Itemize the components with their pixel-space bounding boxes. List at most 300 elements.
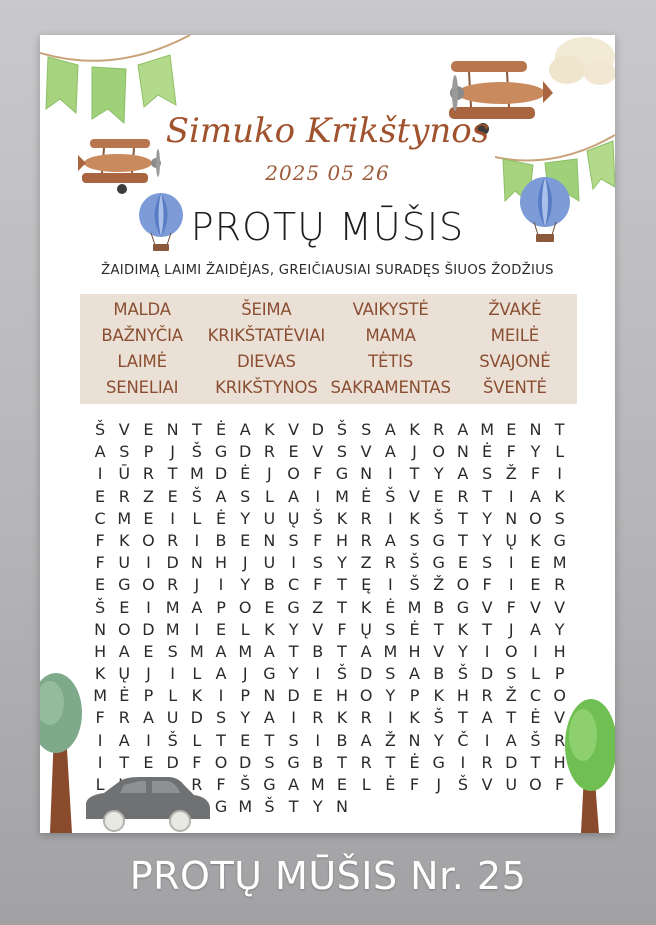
- letter-cell: O: [142, 530, 155, 550]
- letter-cell: T: [216, 730, 226, 750]
- letter-cell: N: [166, 420, 179, 439]
- letter-cell: F: [192, 752, 202, 772]
- letter-cell: I: [508, 553, 514, 573]
- word-list-item: KRIKŠTYNOS: [215, 378, 318, 397]
- word-list-item: LAIMĖ: [117, 352, 167, 371]
- letter-cell: Š: [336, 420, 348, 439]
- letter-cell: L: [192, 730, 202, 750]
- letter-cell: Š: [95, 420, 106, 439]
- letter-cell: K: [409, 508, 420, 528]
- letter-cell: A: [360, 730, 372, 750]
- letter-cell: F: [313, 575, 323, 595]
- letter-cell: S: [506, 664, 517, 684]
- letter-cell: T: [458, 708, 468, 728]
- letter-cell: F: [482, 575, 492, 595]
- letter-cell: D: [239, 752, 252, 772]
- letter-cell: Š: [457, 664, 468, 684]
- letter-cell: G: [214, 442, 228, 462]
- letter-cell: I: [291, 708, 296, 728]
- word-list-item: MALDA: [113, 300, 171, 319]
- letter-cell: D: [359, 664, 373, 684]
- letter-cell: B: [336, 730, 348, 750]
- letter-cell: A: [288, 486, 300, 506]
- word-list-item: VAIKYSTĖ: [352, 300, 429, 319]
- letter-cell: A: [384, 530, 396, 550]
- letter-cell: E: [506, 420, 517, 439]
- letter-cell: R: [118, 708, 130, 728]
- letter-cell: A: [409, 664, 420, 684]
- puzzle-number-caption: PROTŲ MŪŠIS Nr. 25: [129, 854, 527, 898]
- letter-cell: R: [360, 708, 372, 728]
- letter-cell: T: [288, 641, 299, 661]
- letter-cell: Ė: [409, 752, 420, 772]
- letter-cell: O: [504, 641, 518, 661]
- letter-cell: A: [215, 641, 227, 661]
- letter-cell: M: [480, 420, 494, 439]
- letter-cell: R: [360, 508, 372, 528]
- letter-cell: G: [263, 775, 276, 794]
- letter-cell: I: [146, 597, 151, 617]
- letter-cell: R: [167, 530, 179, 550]
- letter-cell: L: [240, 619, 250, 639]
- letter-cell: Ė: [119, 686, 130, 706]
- letter-cell: Š: [385, 486, 396, 506]
- letter-cell: J: [194, 575, 200, 595]
- letter-cell: N: [263, 530, 276, 550]
- letter-cell: Č: [457, 730, 469, 750]
- letter-cell: T: [554, 420, 565, 439]
- letter-cell: Y: [312, 797, 323, 817]
- letter-cell: Ė: [482, 442, 493, 462]
- letter-cell: E: [530, 553, 541, 573]
- letter-cell: Š: [240, 775, 251, 794]
- letter-cell: V: [554, 708, 566, 728]
- letter-cell: O: [529, 508, 542, 528]
- letter-cell: T: [119, 752, 130, 772]
- letter-cell: I: [460, 752, 466, 772]
- letter-cell: A: [457, 420, 469, 439]
- letter-cell: I: [146, 730, 151, 750]
- letter-cell: N: [456, 442, 469, 462]
- letter-cell: M: [165, 597, 180, 617]
- letter-cell: T: [458, 508, 468, 528]
- word-list-item: DIEVAS: [236, 352, 296, 371]
- letter-cell: N: [408, 730, 421, 750]
- letter-cell: C: [288, 575, 300, 595]
- car-illustration: [80, 775, 214, 833]
- word-list-item: SAKRAMENTAS: [330, 378, 451, 397]
- word-list-box: [80, 294, 577, 404]
- letter-cell: E: [336, 775, 348, 794]
- letter-cell: D: [239, 442, 252, 462]
- letter-cell: N: [94, 619, 107, 639]
- letter-cell: J: [436, 775, 442, 794]
- letter-cell: D: [480, 664, 494, 684]
- letter-cell: Ų: [118, 664, 131, 684]
- letter-cell: O: [214, 752, 228, 772]
- letter-cell: U: [166, 708, 179, 728]
- letter-cell: A: [360, 641, 372, 661]
- letter-cell: P: [216, 597, 226, 617]
- letter-cell: Y: [288, 619, 299, 639]
- letter-cell: Y: [482, 530, 492, 550]
- letter-cell: I: [484, 641, 490, 661]
- letter-cell: A: [142, 708, 154, 728]
- letter-cell: R: [433, 420, 445, 439]
- puzzle-instructions: ŽAIDIMĄ LAIMI ŽAIDĖJAS, GREIČIAUSIAI SURADĘS ŠIUOS ŽODŽIUS: [101, 263, 554, 278]
- letter-cell: L: [192, 508, 202, 528]
- letter-cell: R: [360, 752, 372, 772]
- letter-cell: G: [214, 797, 228, 817]
- letter-cell: E: [167, 486, 178, 506]
- letter-cell: K: [336, 508, 348, 528]
- letter-cell: D: [287, 686, 300, 706]
- letter-cell: O: [142, 575, 155, 595]
- letter-cell: Š: [433, 708, 444, 728]
- letter-cell: N: [190, 553, 203, 573]
- letter-cell: I: [194, 619, 200, 639]
- letter-cell: S: [336, 442, 348, 462]
- letter-cell: I: [97, 464, 103, 484]
- letter-cell: A: [239, 420, 251, 439]
- letter-cell: R: [384, 553, 396, 573]
- letter-cell: L: [555, 442, 565, 462]
- letter-cell: Y: [240, 708, 251, 728]
- letter-cell: D: [142, 619, 155, 639]
- letter-grid: [88, 419, 572, 818]
- letter-cell: L: [531, 664, 540, 684]
- letter-cell: E: [143, 641, 154, 661]
- letter-cell: V: [360, 442, 372, 462]
- letter-cell: Ž: [505, 464, 517, 484]
- letter-cell: N: [505, 508, 518, 528]
- letter-cell: Ę: [361, 575, 372, 595]
- letter-cell: U: [263, 508, 276, 528]
- letter-cell: M: [335, 486, 349, 506]
- letter-cell: F: [313, 530, 323, 550]
- letter-cell: R: [481, 752, 493, 772]
- letter-cell: S: [167, 641, 178, 661]
- letter-cell: M: [383, 641, 398, 661]
- letter-cell: F: [506, 442, 516, 462]
- letter-cell: Ž: [433, 575, 445, 595]
- letter-cell: T: [482, 619, 492, 639]
- letter-cell: H: [408, 641, 421, 661]
- letter-cell: K: [264, 619, 275, 639]
- letter-cell: T: [433, 619, 444, 639]
- letter-cell: D: [311, 420, 324, 439]
- letter-cell: A: [191, 597, 203, 617]
- letter-cell: K: [264, 420, 275, 439]
- letter-cell: O: [359, 686, 373, 706]
- letter-cell: O: [432, 442, 446, 462]
- letter-cell: V: [529, 597, 541, 617]
- letter-cell: T: [288, 797, 299, 817]
- letter-cell: T: [167, 464, 178, 484]
- letter-cell: A: [457, 464, 469, 484]
- letter-cell: L: [192, 664, 202, 684]
- letter-cell: A: [529, 486, 541, 506]
- letter-cell: R: [457, 486, 469, 506]
- letter-cell: Š: [336, 664, 348, 684]
- word-list-item: TĖTIS: [368, 352, 414, 371]
- letter-cell: E: [433, 486, 444, 506]
- letter-cell: T: [337, 597, 347, 617]
- letter-cell: Y: [240, 508, 251, 528]
- letter-cell: G: [432, 530, 445, 550]
- letter-cell: O: [553, 686, 566, 706]
- letter-cell: Š: [167, 730, 178, 750]
- letter-cell: K: [409, 708, 420, 728]
- letter-cell: T: [506, 708, 517, 728]
- letter-cell: I: [291, 553, 296, 573]
- letter-cell: V: [288, 420, 300, 439]
- letter-cell: S: [385, 619, 396, 639]
- letter-cell: L: [168, 686, 178, 706]
- letter-cell: E: [95, 486, 106, 506]
- letter-cell: Ė: [409, 619, 420, 639]
- letter-cell: A: [94, 442, 106, 462]
- letter-cell: M: [238, 797, 253, 817]
- letter-cell: V: [433, 641, 445, 661]
- letter-cell: E: [143, 508, 154, 528]
- letter-cell: R: [554, 575, 566, 595]
- letter-cell: J: [170, 442, 176, 462]
- letter-cell: M: [117, 508, 132, 528]
- letter-cell: K: [191, 686, 203, 706]
- letter-cell: Y: [385, 686, 396, 706]
- letter-cell: G: [553, 530, 566, 550]
- letter-cell: O: [287, 464, 300, 484]
- letter-cell: B: [215, 530, 227, 550]
- letter-cell: I: [484, 730, 490, 750]
- letter-cell: F: [506, 597, 516, 617]
- letter-cell: I: [387, 508, 393, 528]
- letter-cell: F: [530, 464, 541, 484]
- letter-cell: E: [95, 575, 106, 595]
- letter-cell: V: [312, 619, 324, 639]
- letter-cell: F: [95, 553, 105, 573]
- letter-cell: M: [165, 619, 180, 639]
- letter-cell: Ė: [361, 486, 372, 506]
- letter-cell: K: [336, 708, 348, 728]
- letter-cell: H: [335, 530, 348, 550]
- letter-cell: Ž: [505, 686, 517, 706]
- letter-cell: B: [433, 597, 445, 617]
- letter-cell: Y: [433, 730, 444, 750]
- letter-cell: R: [118, 486, 130, 506]
- letter-cell: P: [143, 442, 154, 462]
- letter-cell: Z: [312, 597, 324, 617]
- letter-cell: Š: [409, 553, 420, 573]
- letter-cell: T: [409, 464, 420, 484]
- letter-cell: V: [118, 420, 130, 439]
- letter-cell: L: [264, 486, 274, 506]
- letter-cell: B: [312, 752, 324, 772]
- letter-cell: A: [481, 708, 493, 728]
- letter-cell: N: [360, 464, 373, 484]
- letter-cell: T: [530, 752, 541, 772]
- letter-cell: M: [552, 553, 567, 573]
- letter-cell: F: [337, 619, 347, 639]
- letter-cell: B: [433, 664, 445, 684]
- letter-cell: E: [312, 686, 323, 706]
- word-list-item: SVAJONĖ: [479, 352, 551, 371]
- letter-cell: I: [170, 664, 176, 684]
- letter-cell: H: [456, 686, 469, 706]
- letter-cell: R: [360, 530, 372, 550]
- letter-cell: K: [119, 530, 130, 550]
- letter-cell: I: [533, 641, 538, 661]
- letter-cell: B: [263, 575, 275, 595]
- letter-cell: F: [95, 530, 105, 550]
- letter-cell: Š: [530, 730, 541, 750]
- letter-cell: Š: [95, 597, 106, 617]
- letter-cell: R: [191, 775, 203, 794]
- letter-cell: Ė: [385, 597, 396, 617]
- letter-cell: E: [457, 553, 468, 573]
- letter-cell: G: [432, 553, 445, 573]
- letter-cell: G: [287, 597, 300, 617]
- letter-cell: J: [412, 442, 417, 462]
- letter-cell: E: [240, 730, 251, 750]
- letter-cell: I: [146, 553, 151, 573]
- letter-cell: V: [481, 775, 493, 794]
- letter-cell: M: [407, 597, 422, 617]
- letter-cell: D: [505, 752, 518, 772]
- letter-cell: T: [264, 730, 275, 750]
- letter-cell: S: [482, 553, 493, 573]
- letter-cell: S: [554, 508, 565, 528]
- letter-cell: K: [554, 486, 565, 506]
- letter-cell: O: [456, 575, 470, 595]
- event-title: Simuko Krikštynos: [165, 111, 490, 151]
- letter-cell: Ė: [215, 420, 227, 439]
- letter-cell: K: [457, 619, 469, 639]
- word-list-item: BAŽNYČIA: [101, 326, 183, 345]
- letter-cell: I: [387, 708, 393, 728]
- letter-cell: B: [312, 641, 324, 661]
- letter-cell: O: [117, 619, 131, 639]
- letter-cell: Y: [433, 464, 444, 484]
- letter-cell: G: [263, 664, 276, 684]
- letter-cell: V: [312, 442, 324, 462]
- word-list-item: KRIKŠTATĖVIAI: [207, 326, 326, 345]
- letter-cell: Y: [458, 641, 468, 661]
- letter-cell: M: [93, 686, 107, 706]
- letter-cell: A: [384, 420, 396, 439]
- letter-cell: O: [238, 597, 252, 617]
- letter-cell: I: [315, 730, 321, 750]
- word-list-item: ŠVENTĖ: [482, 378, 547, 397]
- letter-cell: G: [456, 597, 470, 617]
- letter-cell: H: [215, 553, 228, 573]
- letter-cell: T: [385, 752, 396, 772]
- letter-cell: S: [264, 752, 275, 772]
- letter-cell: Š: [457, 775, 468, 794]
- letter-cell: I: [194, 530, 200, 550]
- letter-cell: S: [119, 442, 130, 462]
- letter-cell: S: [312, 553, 323, 573]
- letter-cell: Ė: [385, 775, 396, 794]
- letter-cell: E: [530, 575, 541, 595]
- letter-cell: A: [118, 641, 130, 661]
- letter-cell: E: [119, 597, 130, 617]
- letter-cell: H: [335, 686, 348, 706]
- event-date: 2025 05 26: [265, 161, 390, 185]
- letter-cell: H: [94, 641, 107, 661]
- letter-cell: Ų: [505, 530, 518, 550]
- puzzle-heading: PROTŲ MŪŠIS: [190, 205, 465, 249]
- letter-cell: G: [432, 752, 445, 772]
- letter-cell: S: [215, 708, 227, 728]
- letter-cell: R: [312, 708, 324, 728]
- word-list-item: SENELIAI: [105, 378, 179, 397]
- letter-cell: Y: [288, 664, 299, 684]
- letter-cell: I: [387, 464, 393, 484]
- letter-cell: Y: [482, 508, 492, 528]
- letter-cell: I: [557, 464, 563, 484]
- letter-cell: E: [143, 420, 154, 439]
- letter-cell: M: [189, 641, 204, 661]
- letter-cell: J: [242, 664, 248, 684]
- letter-cell: I: [508, 575, 514, 595]
- letter-cell: I: [508, 486, 514, 506]
- letter-cell: Ė: [530, 708, 541, 728]
- letter-cell: T: [458, 530, 468, 550]
- letter-cell: R: [554, 730, 566, 750]
- letter-cell: I: [218, 686, 224, 706]
- letter-cell: G: [287, 752, 300, 772]
- puzzle-sheet: [40, 35, 615, 833]
- letter-cell: Y: [337, 553, 347, 573]
- letter-cell: C: [529, 686, 542, 706]
- word-list-item: MAMA: [365, 326, 416, 345]
- letter-cell: K: [530, 530, 541, 550]
- letter-cell: G: [118, 575, 131, 595]
- letter-cell: R: [263, 442, 275, 462]
- letter-cell: Ų: [287, 508, 300, 528]
- letter-cell: E: [288, 442, 299, 462]
- word-list-item: MEILĖ: [490, 326, 539, 345]
- letter-cell: I: [218, 575, 224, 595]
- letter-cell: H: [553, 752, 566, 772]
- letter-cell: C: [94, 508, 106, 528]
- letter-cell: N: [263, 686, 276, 706]
- letter-cell: Ž: [384, 730, 396, 750]
- letter-cell: I: [315, 486, 321, 506]
- letter-cell: E: [215, 619, 227, 639]
- letter-cell: S: [409, 530, 420, 550]
- letter-cell: A: [118, 730, 130, 750]
- letter-cell: N: [529, 420, 542, 439]
- letter-cell: Š: [191, 486, 202, 506]
- letter-cell: V: [409, 486, 420, 506]
- letter-cell: J: [508, 619, 514, 639]
- letter-cell: E: [264, 597, 275, 617]
- letter-cell: I: [387, 575, 393, 595]
- letter-cell: Ū: [118, 464, 131, 484]
- letter-cell: L: [361, 775, 371, 794]
- letter-cell: A: [263, 708, 275, 728]
- letter-cell: P: [143, 686, 154, 706]
- letter-cell: D: [214, 464, 228, 484]
- letter-cell: K: [433, 686, 444, 706]
- letter-cell: S: [240, 486, 251, 506]
- letter-cell: Ų: [360, 619, 373, 639]
- letter-cell: K: [360, 597, 372, 617]
- word-list-item: ŠEIMA: [241, 300, 292, 319]
